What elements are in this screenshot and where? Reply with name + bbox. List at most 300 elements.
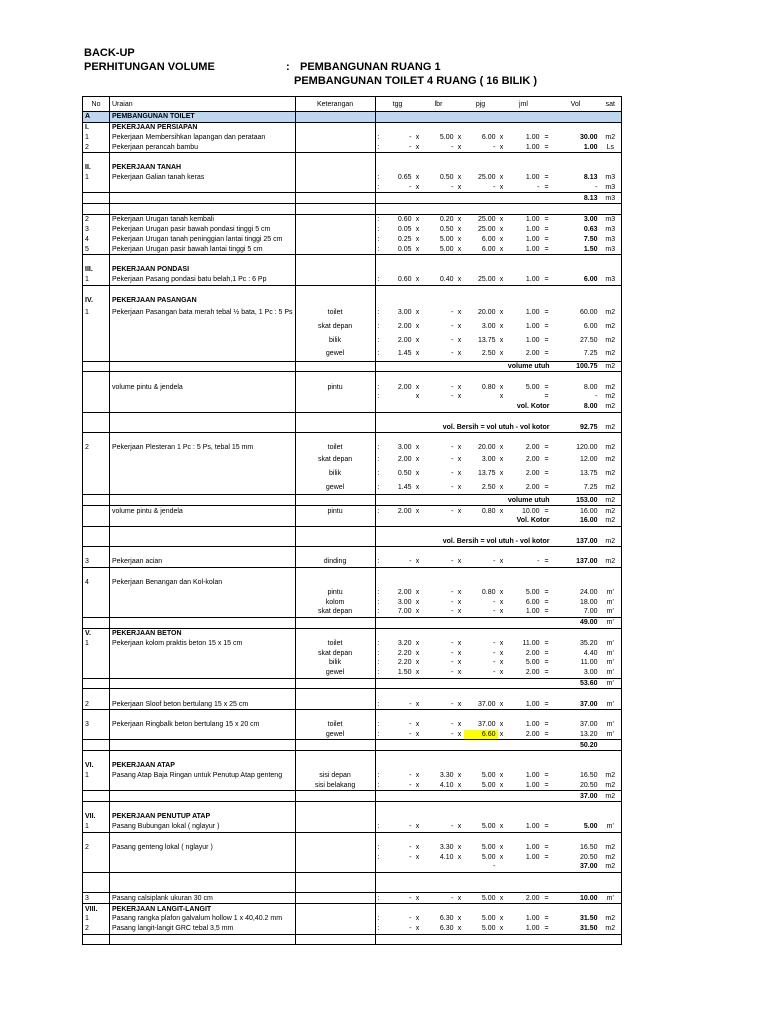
cell-jml: [506, 689, 542, 699]
cell-tgg: -: [382, 183, 414, 193]
cell-jml: [506, 547, 542, 557]
cell-tgg: [382, 812, 414, 822]
cell-jml: [506, 812, 542, 822]
cell-uraian: Pekerjaan Galian tanah keras: [110, 173, 296, 183]
cell-x: [414, 872, 422, 882]
cell-keterangan: [295, 862, 375, 872]
cell-lbr: [422, 295, 456, 305]
cell-uraian: Pekerjaan Benangan dan Kol-kolan: [110, 578, 296, 588]
cell-pjg: 5.00: [481, 843, 496, 851]
cell-no: [83, 433, 110, 443]
table-header-row: [83, 97, 622, 112]
cell-no: [83, 802, 110, 812]
cell-x: [414, 163, 422, 173]
cell-keterangan: [295, 842, 375, 852]
cell-pjg: 2.50: [464, 347, 498, 361]
cell-pjg: [464, 295, 498, 305]
cell-keterangan: [295, 193, 375, 204]
cell-eq: [542, 689, 552, 699]
cell-x: x: [415, 308, 420, 316]
cell-tgg: 0.25: [397, 235, 412, 243]
cell-lbr: [422, 122, 456, 132]
cell-x: x: [414, 699, 422, 709]
cell-eq: [542, 153, 552, 163]
cell-x: x: [414, 607, 422, 617]
cell-keterangan: [295, 547, 375, 557]
cell-x: x: [499, 659, 504, 667]
cell-uraian: [110, 193, 296, 204]
cell-uraian: [110, 872, 296, 882]
cell-jml: [506, 193, 542, 204]
cell-x: x: [457, 853, 462, 861]
cell-x: x: [415, 915, 420, 923]
cell-vol: -: [595, 393, 598, 401]
cell-pjg: [464, 255, 498, 265]
cell-sat: m': [600, 678, 622, 689]
cell-x: x: [414, 142, 422, 152]
cell-keterangan: gewel: [295, 347, 375, 361]
cell-pjg: -: [464, 142, 498, 152]
cell-vol: [552, 710, 600, 720]
cell-x: [498, 883, 506, 893]
blank-row: [83, 153, 622, 163]
cell-jml: 1.00: [525, 772, 540, 780]
cell-pjg: 25.00: [477, 174, 496, 182]
cell-x: x: [457, 915, 462, 923]
cell-tgg: [382, 832, 414, 842]
cell-pjg: [464, 751, 498, 761]
cell-x: [456, 433, 464, 443]
cell-colon: :: [375, 852, 381, 862]
cell-tgg: 3.00: [397, 598, 412, 606]
table-row: [83, 597, 622, 607]
cell-no: IV.: [83, 295, 110, 305]
cell-no: 1: [83, 173, 110, 183]
cell-x: x: [415, 588, 420, 596]
cell-jml: 11.00: [522, 639, 540, 647]
cell-x: [456, 526, 464, 536]
cell-uraian: Pasang langit-langit GRC tebal 3,5 mm: [110, 924, 296, 934]
cell-jml: 1.00: [525, 322, 540, 330]
cell-lbr: [422, 547, 456, 557]
cell-jml: -: [506, 183, 542, 193]
cell-uraian: [110, 402, 296, 412]
cell-uraian: [110, 481, 296, 495]
cell-no: [83, 361, 110, 372]
cell-tgg: 0.60: [397, 216, 412, 224]
cell-keterangan: [295, 255, 375, 265]
cell-sat: [600, 751, 622, 761]
cell-vol: [552, 295, 600, 305]
cell-eq: =: [542, 347, 552, 361]
cell-eq: [542, 193, 552, 204]
cell-x: x: [499, 336, 504, 344]
cell-eq: [542, 678, 552, 689]
cell-uraian: [110, 255, 296, 265]
cell-x: x: [498, 781, 506, 791]
cell-x: [414, 904, 422, 914]
cell-colon: :: [375, 842, 381, 852]
cell-no: 4: [83, 578, 110, 588]
cell-eq: =: [544, 216, 549, 224]
cell-x: x: [457, 174, 462, 182]
cell-sat: [600, 689, 622, 699]
cell-x: x: [499, 915, 504, 923]
cell-x: x: [415, 226, 420, 234]
cell-lbr: -: [422, 699, 456, 709]
cell-x: [498, 740, 506, 751]
cell-uraian: [110, 668, 296, 678]
cell-pjg: -: [493, 598, 496, 606]
cell-lbr: 5.00: [439, 133, 454, 141]
cell-tgg: [382, 153, 414, 163]
table-row: [83, 422, 622, 432]
col-header-pjg: pjg: [464, 97, 498, 112]
cell-x: [414, 578, 422, 588]
cell-keterangan: [295, 883, 375, 893]
blank-row: [83, 412, 622, 422]
cell-uraian: volume pintu & jendela: [110, 506, 296, 516]
cell-uraian: [110, 852, 296, 862]
cell-pjg: -: [493, 639, 496, 647]
cell-pjg: [464, 193, 498, 204]
cell-no: V.: [83, 628, 110, 638]
cell-x: [414, 285, 422, 295]
cell-lbr: -: [422, 730, 456, 740]
cell-x: x: [456, 142, 464, 152]
cell-jml: 2.00: [506, 481, 542, 495]
cell-lbr: [422, 153, 456, 163]
cell-no: [83, 153, 110, 163]
cell-x: x: [457, 843, 462, 851]
cell-lbr: -: [451, 393, 454, 401]
cell-tgg: -: [382, 893, 414, 904]
cell-sat: m2: [600, 347, 622, 361]
cell-lbr: 4.10: [439, 853, 454, 861]
cell-x: x: [414, 244, 422, 254]
cell-jml: -: [506, 557, 542, 567]
subsection-row: [83, 295, 622, 305]
cell-vol: 16.00: [579, 507, 598, 515]
cell-x: [414, 204, 422, 215]
cell-keterangan: [295, 112, 375, 123]
cell-uraian: Pekerjaan Plesteran 1 Pc : 5 Ps, tebal 15 mm: [110, 443, 296, 453]
cell-no: [83, 204, 110, 215]
cell-x: [456, 295, 464, 305]
cell-x: x: [414, 730, 422, 740]
cell-no: 2: [83, 699, 110, 709]
cell-pjg: 5.00: [464, 781, 498, 791]
cell-vol: 7.00: [552, 607, 600, 617]
table-row: [83, 142, 622, 152]
cell-jml: [506, 740, 542, 751]
cell-no: [83, 567, 110, 577]
cell-lbr: [422, 689, 456, 699]
cell-pjg: [464, 122, 498, 132]
cell-colon: :: [375, 658, 381, 668]
cell-keterangan: [295, 740, 375, 751]
cell-x: x: [499, 639, 504, 647]
cell-jml: [506, 392, 542, 402]
cell-x: x: [415, 639, 420, 647]
cell-sat: [600, 628, 622, 638]
cell-no: [83, 658, 110, 668]
cell-pjg: -: [464, 862, 498, 872]
cell-eq: =: [544, 174, 549, 182]
cell-sat: [600, 526, 622, 536]
cell-no: [83, 832, 110, 842]
cell-x: [498, 122, 506, 132]
cell-no: [83, 347, 110, 361]
cell-keterangan: [295, 537, 375, 547]
col-header-uraian: Uraian: [110, 97, 296, 112]
cell-no: [83, 791, 110, 802]
cell-vol: [552, 872, 600, 882]
table-row: [83, 516, 622, 526]
cell-no: 1: [83, 822, 110, 832]
cell-vol: 3.00: [552, 668, 600, 678]
cell-tgg: [382, 678, 414, 689]
cell-tgg: [382, 578, 414, 588]
cell-tgg: 1.45: [382, 347, 414, 361]
cell-no: VI.: [83, 761, 110, 771]
cell-x: [414, 295, 422, 305]
cell-vol: 3.00: [583, 216, 598, 224]
cell-jml: [506, 802, 542, 812]
cell-sat: [600, 163, 622, 173]
cell-x: [498, 412, 506, 422]
cell-tgg: 2.00: [397, 507, 412, 515]
cell-pjg: [464, 802, 498, 812]
cell-no: [83, 862, 110, 872]
header-subproject: PEMBANGUNAN TOILET 4 RUANG ( 16 BILIK ): [294, 75, 538, 87]
cell-lbr: [422, 433, 456, 443]
cell-x: x: [499, 456, 504, 464]
cell-lbr: -: [422, 347, 456, 361]
cell-vol: [552, 567, 600, 577]
col-header-sat: sat: [600, 97, 622, 112]
cell-x: x: [457, 216, 462, 224]
cell-eq: [542, 526, 552, 536]
cell-vol: 8.00: [552, 402, 600, 412]
document-header: [84, 46, 538, 88]
blank-row: [83, 751, 622, 761]
blank-row: [83, 547, 622, 557]
cell-tgg: [382, 122, 414, 132]
blank-row: [83, 204, 622, 215]
cell-jml: [506, 710, 542, 720]
cell-tgg: [382, 883, 414, 893]
cell-pjg: 5.00: [481, 915, 496, 923]
cell-uraian: [110, 710, 296, 720]
cell-tgg: [382, 934, 414, 945]
cell-jml: 1.00: [525, 843, 540, 851]
cell-pjg: 2.50: [464, 481, 498, 495]
cell-lbr: -: [422, 557, 456, 567]
cell-keterangan: [295, 516, 375, 526]
cell-keterangan: [295, 914, 375, 924]
cell-x: x: [415, 853, 420, 861]
cell-pjg: [464, 883, 498, 893]
cell-x: [414, 710, 422, 720]
cell-x: x: [457, 470, 462, 478]
cell-pjg: -: [493, 659, 496, 667]
cell-tgg: 2.00: [397, 383, 412, 391]
cell-vol: 120.00: [576, 444, 598, 452]
cell-x: x: [499, 470, 504, 478]
cell-x: [414, 628, 422, 638]
cell-no: [83, 516, 110, 526]
cell-jml: [506, 204, 542, 215]
cell-jml: [506, 872, 542, 882]
cell-colon: :: [375, 506, 381, 516]
cell-no: [83, 526, 110, 536]
cell-x: [498, 433, 506, 443]
cell-sat: m2: [600, 852, 622, 862]
cell-jml: [506, 255, 542, 265]
cell-eq: =: [542, 781, 552, 791]
cell-no: 3: [83, 893, 110, 904]
cell-tgg: 2.00: [397, 588, 412, 596]
cell-no: II.: [83, 163, 110, 173]
cell-uraian: Pekerjaan Urugan pasir bawah lantai tinggi 5 cm: [110, 244, 296, 254]
cell-lbr: -: [451, 322, 454, 330]
cell-sat: m': [600, 648, 622, 658]
cell-keterangan: [295, 578, 375, 588]
cell-x: x: [499, 507, 504, 515]
cell-vol: [552, 812, 600, 822]
cell-vol: [552, 578, 600, 588]
cell-x: [498, 862, 506, 872]
cell-sat: m3: [600, 193, 622, 204]
cell-keterangan: [295, 710, 375, 720]
cell-eq: [542, 372, 552, 382]
cell-vol: [552, 802, 600, 812]
cell-eq: [542, 904, 552, 914]
cell-sat: m2: [600, 333, 622, 347]
cell-no: VII.: [83, 812, 110, 822]
cell-x: x: [415, 216, 420, 224]
table-row: [83, 467, 622, 481]
cell-x: [456, 204, 464, 215]
cell-colon: :: [375, 142, 381, 152]
cell-sat: [600, 112, 622, 123]
cell-uraian: PEKERJAAN PENUTUP ATAP: [110, 812, 296, 822]
cell-x: x: [457, 639, 462, 647]
cell-x: x: [456, 924, 464, 934]
cell-uraian: PEKERJAAN PERSIAPAN: [110, 122, 296, 132]
cell-eq: =: [544, 444, 549, 452]
cell-pjg: 37.00: [464, 699, 498, 709]
table-row: [83, 730, 622, 740]
cell-x: [456, 112, 464, 123]
cell-keterangan: [295, 133, 375, 143]
cell-no: [83, 453, 110, 467]
cell-tgg: [382, 567, 414, 577]
cell-sat: m': [600, 597, 622, 607]
cell-lbr: -: [451, 639, 454, 647]
cell-eq: =: [544, 659, 549, 667]
cell-x: x: [499, 308, 504, 316]
cell-colon: :: [375, 481, 381, 495]
cell-vol: 5.00: [552, 822, 600, 832]
cell-vol: 13.20: [552, 730, 600, 740]
cell-x: x: [456, 607, 464, 617]
table-row: [83, 587, 622, 597]
cell-x: x: [457, 444, 462, 452]
cell-jml: [506, 862, 542, 872]
cell-x: x: [456, 244, 464, 254]
cell-vol: 7.50: [583, 235, 598, 243]
cell-lbr: [422, 204, 456, 215]
cell-x: x: [498, 183, 506, 193]
cell-x: x: [498, 730, 506, 740]
table-row: [83, 852, 622, 862]
cell-jml: 1.00: [506, 781, 542, 791]
blank-row: [83, 710, 622, 720]
cell-pjg: -: [464, 668, 498, 678]
cell-x: x: [498, 347, 506, 361]
cell-pjg: [464, 204, 498, 215]
cell-colon: :: [375, 183, 381, 193]
cell-eq: =: [544, 456, 549, 464]
cell-vol: 8.13: [552, 193, 600, 204]
cell-keterangan: [295, 761, 375, 771]
cell-eq: =: [544, 133, 549, 141]
cell-sat: [600, 372, 622, 382]
table-row: [83, 453, 622, 467]
cell-sat: m2: [600, 361, 622, 372]
cell-colon: :: [375, 771, 381, 781]
cell-lbr: [422, 265, 456, 275]
cell-keterangan: sisi belakang: [295, 781, 375, 791]
cell-pjg: 6.00: [481, 235, 496, 243]
cell-keterangan: [295, 153, 375, 163]
cell-tgg: [382, 433, 414, 443]
table-row: [83, 914, 622, 924]
cell-keterangan: [295, 361, 375, 372]
cell-tgg: [382, 372, 414, 382]
cell-x: x: [498, 481, 506, 495]
cell-pjg: 20.00: [477, 308, 496, 316]
cell-x: [498, 904, 506, 914]
cell-x: [456, 832, 464, 842]
cell-no: 1: [83, 914, 110, 924]
cell-sat: m': [600, 730, 622, 740]
cell-eq: =: [542, 822, 552, 832]
cell-sat: m2: [600, 495, 622, 506]
cell-eq: =: [544, 598, 549, 606]
cell-eq: =: [542, 607, 552, 617]
cell-x: x: [456, 730, 464, 740]
cell-uraian: [110, 740, 296, 751]
cell-uraian: PEKERJAAN TANAH: [110, 163, 296, 173]
cell-tgg: [382, 526, 414, 536]
cell-x: [498, 265, 506, 275]
cell-vol: [552, 832, 600, 842]
cell-jml: 1.00: [506, 607, 542, 617]
cell-x: [498, 112, 506, 123]
cell-tgg: 0.05: [397, 226, 412, 234]
cell-keterangan: bilik: [295, 658, 375, 668]
cell-sat: m2: [600, 924, 622, 934]
cell-keterangan: [295, 275, 375, 285]
cell-vol: 20.50: [579, 853, 598, 861]
cell-sat: m': [600, 699, 622, 709]
col-header-lbr: lbr: [422, 97, 456, 112]
header-label: PERHITUNGAN VOLUME: [84, 61, 215, 73]
cell-lbr: [422, 872, 456, 882]
